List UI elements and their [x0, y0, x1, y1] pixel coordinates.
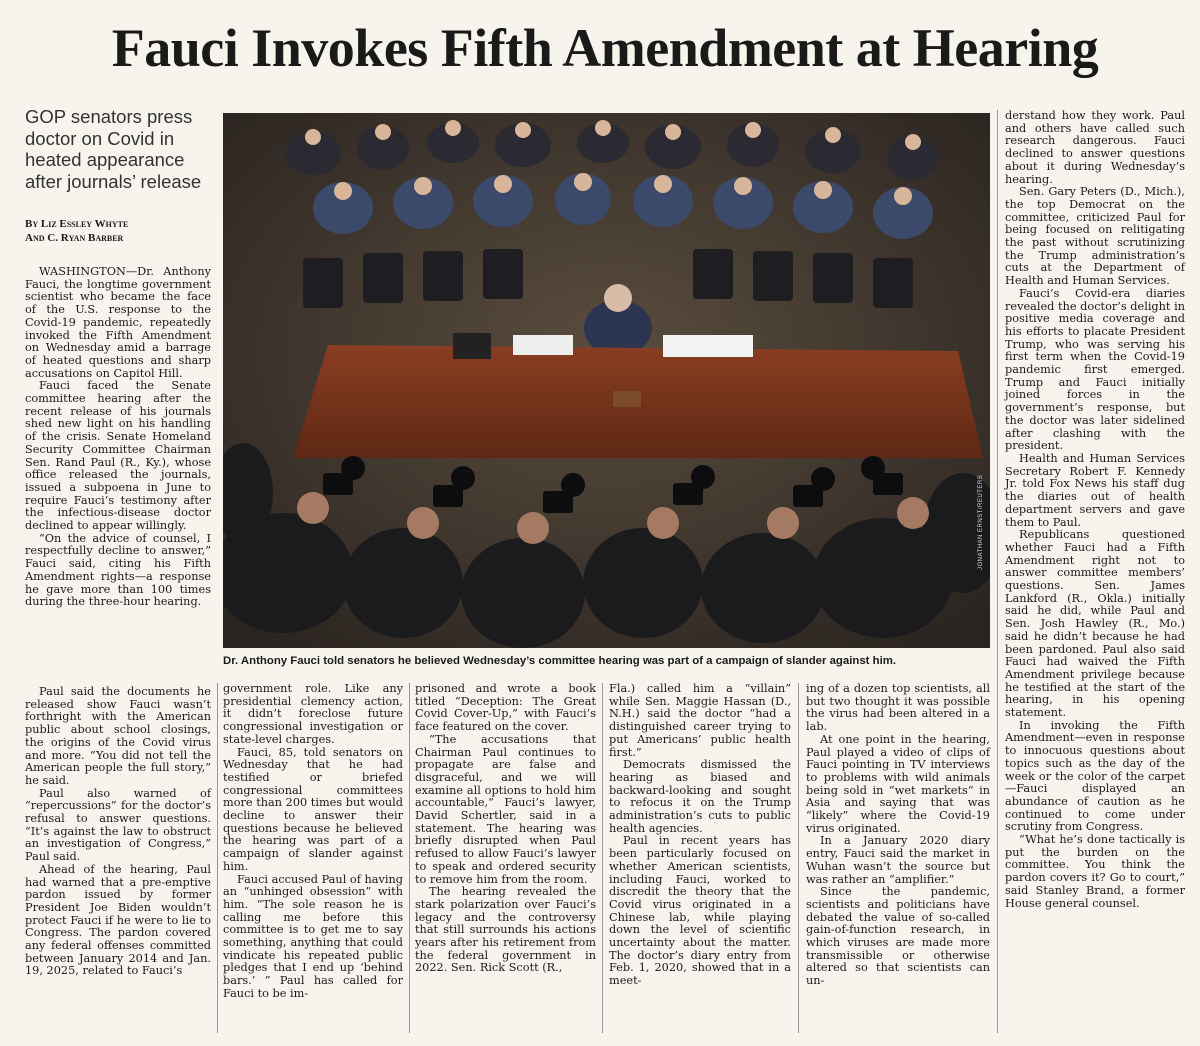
paragraph: Paul said the documents he released show Fauci wasn’t forthright with the American public about school closings, the origins of the Covid virus and more. “You did not tell the American people the full story,” he said. — [25, 685, 211, 787]
paragraph: Ahead of the hearing, Paul had warned that a pre-emptive pardon issued by former President Joe Biden wouldn’t protect Fauci if he were to lie to Congress. The pardon covered any federal offenses committed between January 2014 and Jan. 19, 2025, related to Fauci’s — [25, 862, 211, 978]
paragraph: derstand how they work. Paul and others have called such research dangerous. Fauci declined to answer questions about it during Wednesday’s hearing. — [1005, 109, 1185, 186]
column-rule — [602, 683, 603, 1033]
paragraph: “The accusations that Chairman Paul continues to propagate are false and disgraceful, and we will examine all options to hold him accountable,” Fauci’s lawyer, David Schertler, said in a statement. The hearing was briefly disrupted when Paul refused to allow Fauci’s lawyer to speak and ordered security to remove him from the room. — [415, 732, 596, 886]
article-column-1-upper — [25, 266, 211, 609]
article-column-5 — [806, 683, 990, 1033]
paragraph: ing of a dozen top scientists, all but two thought it was possible the virus had been altered in a lab. — [806, 682, 990, 734]
article-column-6 — [1005, 110, 1185, 910]
paragraph: Democrats dismissed the hearing as biased and backward-looking and sought to refocus it on the Trump administration’s cuts to public health agencies. — [609, 758, 791, 835]
paragraph: At one point in the hearing, Paul played a video of clips of Fauci pointing in TV interviews to problems with wild animals being sold in “wet markets” in Asia and saying that was “likely” where the Covid-19 virus originated. — [806, 732, 990, 835]
byline-line-2: And C. Ryan Barber — [25, 231, 124, 244]
paragraph: Fauci faced the Senate committee hearing after the recent release of his journals shed new light on his handling of the crisis. Senate Homeland Security Committee Chairman Sen. Rand Paul (R., Ky.), whose office released the journals, issued a subpoena in June to require Fauci’s testimony after the infectious-disease doctor declined to appear willingly. — [25, 379, 211, 533]
column-rule — [798, 683, 799, 1033]
paragraph: Fla.) called him a “villain” while Sen. Maggie Hassan (D., N.H.) said the doctor “had a distinguished career trying to put Americans’ public health first.” — [609, 682, 791, 759]
byline — [25, 218, 215, 245]
paragraph: Sen. Gary Peters (D., Mich.), the top Democrat on the committee, criticized Paul for being focused on relitigating the past without scrutinizing the Trump administration’s cuts at the Department of Health and Human Services. — [1005, 185, 1185, 288]
paragraph: In invoking the Fifth Amendment—even in response to innocuous questions about topics such as the day of the week or the color of the carpet—Fauci displayed an abundance of caution as he continued to come under scrutiny from Congress. — [1005, 718, 1185, 834]
byline-line-1: By Liz Essley Whyte — [25, 218, 129, 230]
paragraph: “What he’s done tactically is put the burden on the committee. You think the pardon covers it? Go to court,” said Stanley Brand, a former House general counsel. — [1005, 833, 1185, 910]
column-rule — [409, 683, 410, 1033]
paragraph: Republicans questioned whether Fauci had a Fifth Amendment right not to answer committee members’ questions. Sen. James Lankford (R., Okla.) initially said he did, while Paul and Sen. Josh Hawley (R., Mo.) said he didn’t because he had been pardoned. Paul also said Fauci had waived the Fifth Amendment privilege because he testified at the start of the hearing, in his opening statement. — [1005, 528, 1185, 720]
deck-subheadline: GOP senators press doctor on Covid in heated appearance after journals’ release — [25, 106, 202, 192]
paragraph: Fauci’s Covid-era diaries revealed the doctor’s delight in positive media coverage and his efforts to placate President Trump, who was serving his first term when the Covid-19 pandemic first emerged. Trump and Fauci initially joined forces in the government’s response, but the doctor was later sidelined after clashing with the president. — [1005, 286, 1185, 453]
hearing-photo — [223, 113, 990, 648]
paragraph: Paul also warned of “repercussions” for the doctor’s refusal to answer questions. “It’s against the law to obstruct an investigation of Congress,” Paul said. — [25, 786, 211, 864]
paragraph: government role. Like any presidential clemency action, it didn’t foreclose future congressional investigation or state-level charges. — [223, 682, 403, 746]
paragraph: “On the advice of counsel, I respectfully decline to answer,” Fauci said, citing his Fifth Amendment rights—a response he gave more than 100 times during the three-hour hearing. — [25, 531, 211, 609]
paragraph: Fauci accused Paul of having an “unhinged obsession” with him. “The sole reason he is calling me before this committee is to get me to say something, anything that could vindicate his repeated public pledges that I end up ‘behind bars.’ ” Paul has called for Fauci to be im- — [223, 872, 403, 1000]
column-rule — [997, 110, 998, 1033]
paragraph: Since the pandemic, scientists and politicians have debated the value of so-called gain-of-function research, in which viruses are made more transmissible or otherwise altered so that scientists can un- — [806, 885, 990, 988]
paragraph: The hearing revealed the stark polarization over Fauci’s legacy and the controversy that still surrounds his actions years after his retirement from the federal government in 2022. Sen. Rick Scott (R., — [415, 885, 596, 975]
photo-caption: Dr. Anthony Fauci told senators he believed Wednesday’s committee hearing was part of a campaign of slander against him. — [223, 655, 897, 667]
paragraph: prisoned and wrote a book titled “Deception: The Great Covid Cover-Up,” with Fauci’s face featured on the cover. — [415, 682, 596, 734]
paragraph: In a January 2020 diary entry, Fauci said the market in Wuhan wasn’t the source but was rather an “amplifier.” — [806, 834, 990, 886]
article-column-4 — [609, 683, 791, 1033]
photo-credit: JONATHAN ERNST/REUTERS — [978, 474, 984, 570]
paragraph: Fauci, 85, told senators on Wednesday that he had testified or briefed congressional committees more than 200 times but would decline to answer their questions because he believed the hearing was part of a campaign of slander against him. — [223, 745, 403, 873]
paragraph: WASHINGTON—Dr. Anthony Fauci, the longtime government scientist who became the face of the U.S. response to the Covid-19 pandemic, repeatedly invoked the Fifth Amendment on Wednesday amid a barrage of heated questions and sharp accusations on Capitol Hill. — [25, 265, 211, 380]
article-column-1-lower — [25, 686, 211, 1036]
hearing-photo-illustration — [223, 113, 990, 648]
article-column-2 — [223, 683, 403, 1033]
headline: Fauci Invokes Fifth Amendment at Hearing — [111, 18, 1099, 78]
column-rule — [217, 683, 218, 1033]
paragraph: Paul in recent years has been particularly focused on whether American scientists, including Fauci, worked to discredit the theory that the Covid virus originated in a Chinese lab, while playing down the level of scientific uncertainty about the matter. The doctor’s diary entry from Feb. 1, 2020, showed that in a meet- — [609, 834, 791, 988]
paragraph: Health and Human Services Secretary Robert F. Kennedy Jr. told Fox News his staff dug the diaries out of health department servers and gave them to Paul. — [1005, 451, 1185, 529]
article-column-3 — [415, 683, 596, 1033]
